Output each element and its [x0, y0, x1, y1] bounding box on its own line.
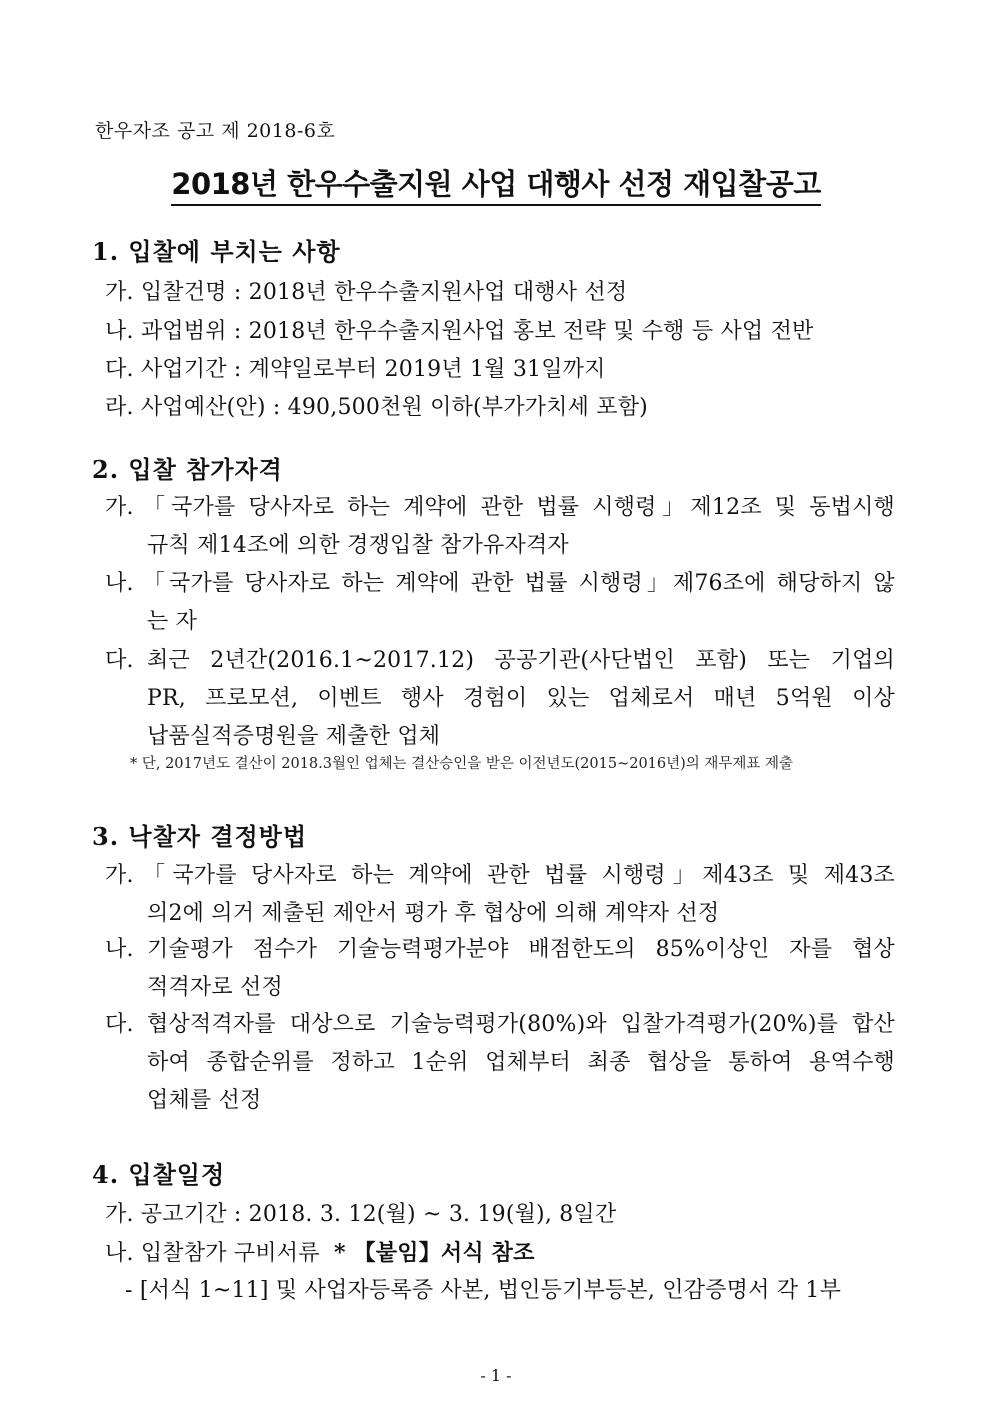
- section-2-item-c-line-2: PR, 프로모션, 이벤트 행사 경험이 있는 업체로서 매년 5억원 이상: [147, 686, 895, 711]
- section-3-item-c-line-3: 업체를 선정: [147, 1088, 262, 1113]
- notice-number: 한우자조 공고 제 2018-6호: [95, 120, 336, 142]
- section-2-heading: 2. 입찰 참가자격: [92, 455, 283, 484]
- section-3-item-a-line-2: 의2에 의거 제출된 제안서 평가 후 협상에 의해 계약자 선정: [147, 901, 720, 926]
- section-4-item-b-detail: - [서식 1~11] 및 사업자등록증 사본, 법인등기부등본, 인감증명서 각 1부: [125, 1278, 842, 1303]
- section-3-item-c-marker: 다.: [105, 1012, 134, 1037]
- section-1-heading: 1. 입찰에 부치는 사항: [92, 237, 341, 266]
- section-1-item-d: 라. 사업예산(안) : 490,500천원 이하(부가가치세 포함): [105, 395, 648, 420]
- section-2-item-b-marker: 나.: [105, 571, 134, 596]
- section-4-item-b: [105, 1236, 535, 1267]
- section-3-item-b-line-1: 기술평가 점수가 기술능력평가분야 배점한도의 85%이상인 자를 협상: [147, 937, 895, 962]
- page-number: - 1 -: [480, 1366, 512, 1385]
- section-3-item-a-marker: 가.: [105, 863, 134, 888]
- section-2-item-b-line-2: 는 자: [147, 609, 198, 634]
- section-1-item-b: 나. 과업범위 : 2018년 한우수출지원사업 홍보 전략 및 수행 등 사업 전반: [105, 319, 814, 344]
- section-2-item-c-line-3: 납품실적증명원을 제출한 업체: [147, 724, 441, 749]
- section-3-heading: 3. 낙찰자 결정방법: [92, 822, 308, 851]
- section-2-item-a-marker: 가.: [105, 495, 134, 520]
- section-4-item-b-attachment-ref: * 【붙임】서식 참조: [334, 1240, 535, 1266]
- section-3-item-a-line-1: 「국가를 당사자로 하는 계약에 관한 법률 시행령」제43조 및 제43조: [143, 863, 895, 888]
- section-2-item-a-line-2: 규칙 제14조에 의한 경쟁입찰 참가유자격자: [147, 533, 569, 558]
- document-title: [0, 162, 992, 203]
- section-3-item-c-line-2: 하여 종합순위를 정하고 1순위 업체부터 최종 협상을 통하여 용역수행: [147, 1050, 895, 1075]
- section-2-item-c-line-1: 최근 2년간(2016.1~2017.12) 공공기관(사단법인 포함) 또는 기업의: [147, 648, 895, 673]
- section-2-item-b-line-1: 「국가를 당사자로 하는 계약에 관한 법률 시행령」제76조에 해당하지 않: [143, 571, 895, 596]
- section-2-item-c-marker: 다.: [105, 648, 134, 673]
- section-2-note: * 단, 2017년도 결산이 2018.3월인 업체는 결산승인을 받은 이전년도(2015~2016년)의 재무제표 제출: [130, 756, 794, 772]
- section-3-item-b-line-2: 적격자로 선정: [147, 975, 283, 1000]
- section-4-heading: 4. 입찰일정: [92, 1160, 226, 1189]
- section-1-item-c: 다. 사업기간 : 계약일로부터 2019년 1월 31일까지: [105, 357, 606, 382]
- document-title-text: 2018년 한우수출지원 사업 대행사 선정 재입찰공고: [171, 167, 820, 206]
- section-4-item-a: 가. 공고기간 : 2018. 3. 12(월) ~ 3. 19(월), 8일간: [105, 1202, 617, 1227]
- section-4-item-b-text: 나. 입찰참가 구비서류: [105, 1241, 320, 1266]
- section-2-item-a-line-1: 「국가를 당사자로 하는 계약에 관한 법률 시행령」제12조 및 동법시행: [143, 495, 895, 520]
- section-3-item-b-marker: 나.: [105, 937, 134, 962]
- section-1-item-a: 가. 입찰건명 : 2018년 한우수출지원사업 대행사 선정: [105, 280, 628, 305]
- section-3-item-c-line-1: 협상적격자를 대상으로 기술능력평가(80%)와 입찰가격평가(20%)를 합산: [147, 1012, 895, 1037]
